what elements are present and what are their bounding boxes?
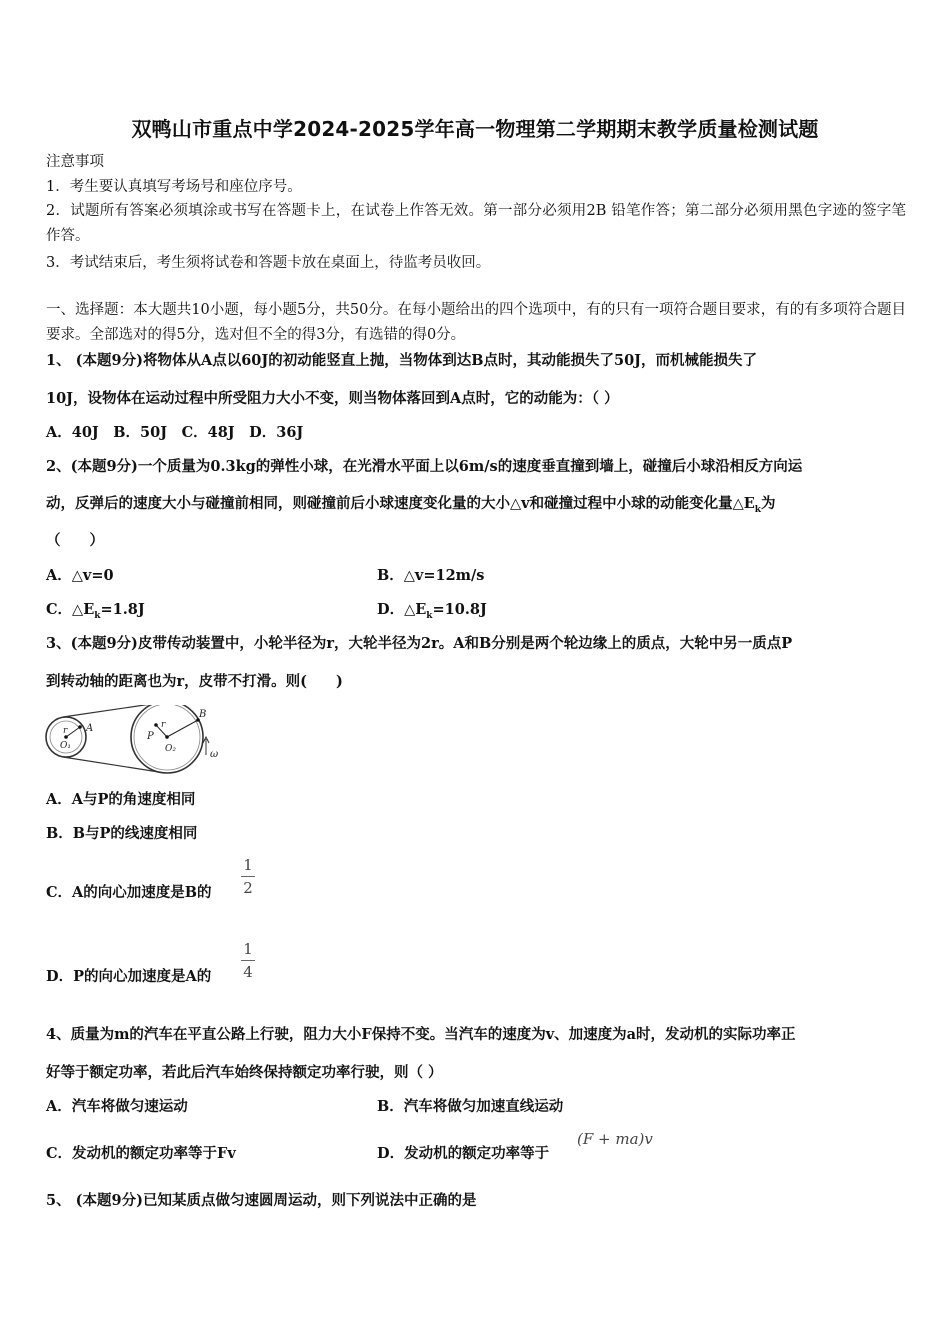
notice-item-3: 3．考试结束后，考生须将试卷和答题卡放在桌面上，待监考员收回。 bbox=[46, 255, 491, 271]
q3-option-d-fraction bbox=[241, 940, 255, 981]
q3-option-c-fraction bbox=[241, 856, 255, 897]
label-omega: ω bbox=[210, 749, 219, 760]
q2-line-2 bbox=[46, 494, 776, 520]
q3-option-d: D．P的向心加速度是A的 bbox=[46, 968, 212, 985]
label-o1: O₁ bbox=[60, 741, 71, 751]
q4-option-d: D．发动机的额定功率等于 bbox=[377, 1145, 550, 1162]
q4-option-b: B．汽车将做匀加速直线运动 bbox=[377, 1098, 564, 1115]
q4-option-d-formula: (F + ma)v bbox=[577, 1130, 653, 1148]
a-point bbox=[78, 725, 82, 729]
notice-item-2: 2．试题所有答案必须填涂或书写在答题卡上，在试卷上作答无效。第一部分必须用2B 铅笔作答；第二部分必须用黑色字迹的签字笔作答。 bbox=[46, 203, 906, 244]
q4-option-c: C．发动机的额定功率等于Fv bbox=[46, 1145, 236, 1162]
label-r-large: r bbox=[161, 720, 166, 730]
q2-line-2-text: 动，反弹后的速度大小与碰撞前相同，则碰撞前后小球速度变化量的大小△v和碰撞过程中小球的动能变化量△E bbox=[46, 495, 755, 512]
q1-line-2: 10J，设物体在运动过程中所受阻力大小不变，则当物体落回到A点时，它的动能为：（ ） bbox=[46, 390, 619, 407]
q2-option-d-sub: k bbox=[426, 610, 433, 621]
belt-top bbox=[63, 705, 165, 717]
label-o2: O₂ bbox=[165, 744, 176, 754]
q3-option-a: A．A与P的角速度相同 bbox=[46, 791, 196, 808]
section-1-instructions: 一、选择题：本大题共10小题，每小题5分，共50分。在每小题给出的四个选项中，有的只有一项符合题目要求，有的有多项符合题目要求。全部选对的得5分，选对但不全的得3分，有选错的得0分。 bbox=[46, 302, 906, 343]
q4-line-2: 好等于额定功率，若此后汽车始终保持额定功率行驶，则（ ） bbox=[46, 1064, 443, 1081]
q5-line-1: 5、 (本题9分)已知某质点做匀速圆周运动，则下列说法中正确的是 bbox=[46, 1192, 477, 1209]
q2-option-d-post: =10.8J bbox=[432, 601, 487, 618]
fraction-numerator: 1 bbox=[243, 856, 253, 874]
q3-line-1: 3、(本题9分)皮带传动装置中，小轮半径为r，大轮半径为2r。A和B分别是两个轮边缘上的质点，大轮中另一质点P bbox=[46, 635, 793, 652]
fraction-numerator: 1 bbox=[243, 940, 253, 958]
label-p: P bbox=[147, 731, 154, 742]
q2-line-2-end: 为 bbox=[761, 495, 776, 512]
q2-option-c-post: =1.8J bbox=[100, 601, 145, 618]
q3-line-2: 到转动轴的距离也为r，皮带不打滑。则( ) bbox=[46, 673, 343, 690]
q3-option-c: C．A的向心加速度是B的 bbox=[46, 884, 212, 901]
q2-line-1: 2、(本题9分)一个质量为0.3kg的弹性小球，在光滑水平面上以6m/s的速度垂直撞到墙上，碰撞后小球沿相反方向运 bbox=[46, 458, 803, 475]
q2-option-a: A．△v=0 bbox=[46, 567, 114, 584]
small-radius bbox=[66, 727, 80, 737]
q2-option-c bbox=[46, 600, 145, 626]
fraction-denominator: 4 bbox=[243, 963, 253, 981]
large-radius bbox=[167, 720, 198, 737]
q2-option-c-sub: k bbox=[94, 610, 101, 621]
q4-option-a: A．汽车将做匀速运动 bbox=[46, 1098, 188, 1115]
q1-line-1: 1、 (本题9分)将物体从A点以60J的初动能竖直上抛，当物体到达B点时，其动能损失了50J，而机械能损失了 bbox=[46, 352, 758, 369]
q2-line-3: （ ） bbox=[46, 532, 104, 549]
fraction-denominator: 2 bbox=[243, 879, 253, 897]
fraction-bar bbox=[241, 960, 255, 961]
belt-drive-figure bbox=[40, 705, 230, 777]
q2-option-b: B．△v=12m/s bbox=[377, 567, 485, 584]
label-b: B bbox=[199, 709, 207, 720]
q2-option-d bbox=[377, 600, 487, 626]
q4-line-1: 4、质量为m的汽车在平直公路上行驶，阻力大小F保持不变。当汽车的速度为v、加速度为a时，发动机的实际功率正 bbox=[46, 1026, 796, 1043]
fraction-bar bbox=[241, 876, 255, 877]
q2-option-d-pre: D．△E bbox=[377, 601, 427, 618]
notice-item-1: 1．考生要认真填写考场号和座位序号。 bbox=[46, 179, 302, 195]
label-a: A bbox=[86, 723, 94, 734]
p-point bbox=[154, 723, 158, 727]
page-title: 双鸭山市重点中学2024-2025学年高一物理第二学期期末教学质量检测试题 bbox=[131, 117, 819, 141]
rotation-arrow-icon bbox=[203, 737, 209, 755]
o2-point bbox=[165, 735, 169, 739]
q1-options: A．40J B．50J C．48J D．36J bbox=[46, 424, 304, 441]
q2-line-2-sub: k bbox=[754, 504, 762, 515]
q2-option-c-pre: C．△E bbox=[46, 601, 95, 618]
notice-heading: 注意事项 bbox=[46, 154, 104, 170]
label-r-small: r bbox=[63, 726, 68, 736]
q3-option-b: B．B与P的线速度相同 bbox=[46, 825, 198, 842]
